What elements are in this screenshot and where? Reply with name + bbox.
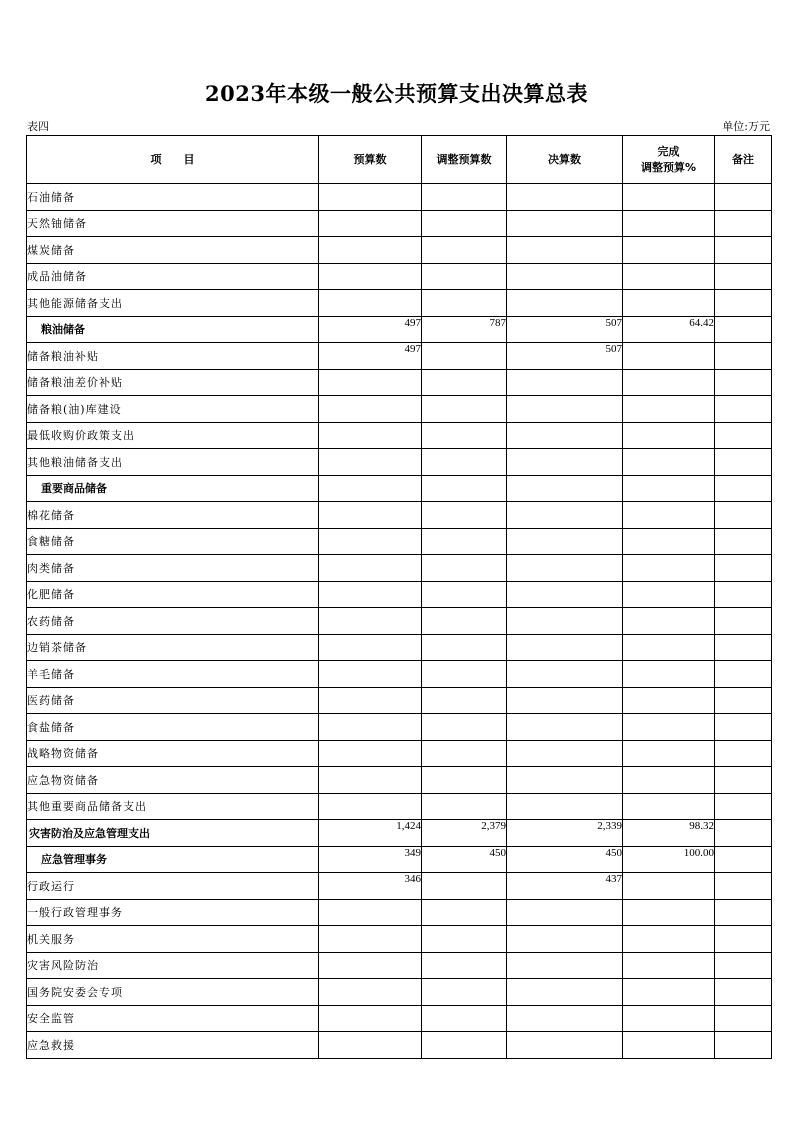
row-adjusted-cell: [422, 661, 507, 688]
row-item-cell: 天然铀储备: [27, 210, 319, 237]
row-budget-cell: [319, 369, 422, 396]
row-adjusted-cell: [422, 263, 507, 290]
row-item-cell: 储备粮油补贴: [27, 343, 319, 370]
table-row: [27, 396, 772, 423]
row-remark-cell: [715, 290, 772, 317]
row-completion-cell: [623, 184, 715, 211]
row-remark-cell: [715, 263, 772, 290]
row-completion-cell: [623, 581, 715, 608]
row-remark-cell: [715, 1032, 772, 1059]
row-budget-cell: 349: [319, 846, 422, 873]
row-adjusted-cell: [422, 767, 507, 794]
row-item-cell: 安全监管: [27, 1005, 319, 1032]
table-body: [27, 184, 772, 1059]
row-adjusted-cell: [422, 979, 507, 1006]
row-budget-cell: 497: [319, 343, 422, 370]
row-adjusted-cell: [422, 555, 507, 582]
row-item-cell: 重要商品储备: [27, 475, 319, 502]
row-adjusted-cell: [422, 369, 507, 396]
row-final-cell: [507, 369, 623, 396]
row-final-cell: 437: [507, 873, 623, 900]
row-remark-cell: [715, 687, 772, 714]
row-item-cell: 战略物资储备: [27, 740, 319, 767]
row-budget-cell: [319, 263, 422, 290]
row-remark-cell: [715, 608, 772, 635]
row-completion-cell: [623, 634, 715, 661]
row-completion-cell: [623, 952, 715, 979]
row-adjusted-cell: [422, 873, 507, 900]
header-adjusted: 调整预算数: [422, 136, 507, 184]
table-row: [27, 661, 772, 688]
row-item-cell: 行政运行: [27, 873, 319, 900]
row-item-cell: 灾害防治及应急管理支出: [27, 820, 319, 847]
row-adjusted-cell: 787: [422, 316, 507, 343]
header-completion-line2: 调整预算%: [640, 160, 697, 174]
row-completion-cell: [623, 422, 715, 449]
row-budget-cell: [319, 581, 422, 608]
table-row: [27, 952, 772, 979]
row-completion-cell: [623, 767, 715, 794]
table-row: [27, 926, 772, 953]
row-item-cell: 羊毛储备: [27, 661, 319, 688]
row-item-cell: 煤炭储备: [27, 237, 319, 264]
unit-label: 单位:万元: [722, 120, 770, 133]
row-remark-cell: [715, 210, 772, 237]
row-item-cell: 边销茶储备: [27, 634, 319, 661]
row-budget-cell: [319, 661, 422, 688]
row-adjusted-cell: [422, 899, 507, 926]
row-final-cell: [507, 608, 623, 635]
row-final-cell: [507, 502, 623, 529]
row-completion-cell: [623, 528, 715, 555]
row-final-cell: [507, 210, 623, 237]
row-completion-cell: [623, 263, 715, 290]
row-final-cell: 507: [507, 343, 623, 370]
row-final-cell: [507, 263, 623, 290]
table-row: [27, 422, 772, 449]
row-final-cell: [507, 926, 623, 953]
table-row: [27, 369, 772, 396]
row-budget-cell: [319, 687, 422, 714]
table-row: [27, 608, 772, 635]
row-remark-cell: [715, 846, 772, 873]
row-item-cell: 化肥储备: [27, 581, 319, 608]
row-budget-cell: [319, 793, 422, 820]
row-completion-cell: [623, 740, 715, 767]
row-remark-cell: [715, 926, 772, 953]
row-adjusted-cell: [422, 1032, 507, 1059]
header-row: [27, 136, 772, 184]
header-final: 决算数: [507, 136, 623, 184]
table-row: [27, 502, 772, 529]
table-row: [27, 873, 772, 900]
header-item: 项 目: [27, 136, 319, 184]
row-adjusted-cell: [422, 687, 507, 714]
row-budget-cell: [319, 210, 422, 237]
row-budget-cell: [319, 634, 422, 661]
row-budget-cell: [319, 184, 422, 211]
table-row: [27, 846, 772, 873]
row-item-cell: 应急救援: [27, 1032, 319, 1059]
row-item-cell: 其他能源储备支出: [27, 290, 319, 317]
row-item-cell: 应急物资储备: [27, 767, 319, 794]
row-budget-cell: [319, 1005, 422, 1032]
row-remark-cell: [715, 714, 772, 741]
row-remark-cell: [715, 396, 772, 423]
row-budget-cell: [319, 237, 422, 264]
table-row: [27, 263, 772, 290]
row-adjusted-cell: [422, 475, 507, 502]
row-completion-cell: [623, 237, 715, 264]
row-completion-cell: [623, 475, 715, 502]
row-remark-cell: [715, 979, 772, 1006]
row-adjusted-cell: [422, 793, 507, 820]
row-adjusted-cell: [422, 952, 507, 979]
row-final-cell: [507, 555, 623, 582]
row-final-cell: [507, 979, 623, 1006]
row-remark-cell: [715, 369, 772, 396]
table-row: [27, 634, 772, 661]
row-item-cell: 棉花储备: [27, 502, 319, 529]
table-row: [27, 316, 772, 343]
table-row: [27, 899, 772, 926]
row-final-cell: [507, 581, 623, 608]
row-final-cell: [507, 952, 623, 979]
row-remark-cell: [715, 555, 772, 582]
row-item-cell: 食盐储备: [27, 714, 319, 741]
row-completion-cell: 64.42: [623, 316, 715, 343]
header-remark: 备注: [715, 136, 772, 184]
row-adjusted-cell: [422, 449, 507, 476]
row-completion-cell: [623, 449, 715, 476]
row-budget-cell: 497: [319, 316, 422, 343]
row-budget-cell: [319, 396, 422, 423]
row-adjusted-cell: [422, 634, 507, 661]
row-budget-cell: [319, 767, 422, 794]
row-adjusted-cell: [422, 926, 507, 953]
row-budget-cell: [319, 926, 422, 953]
row-budget-cell: [319, 1032, 422, 1059]
page-title: 2023年本级一般公共预算支出决算总表: [205, 81, 588, 106]
row-budget-cell: 346: [319, 873, 422, 900]
row-final-cell: [507, 1032, 623, 1059]
table-number: 表四: [27, 120, 49, 133]
row-final-cell: [507, 422, 623, 449]
row-completion-cell: [623, 1005, 715, 1032]
row-item-cell: 其他重要商品储备支出: [27, 793, 319, 820]
row-adjusted-cell: [422, 528, 507, 555]
row-adjusted-cell: [422, 184, 507, 211]
table-row: [27, 767, 772, 794]
row-item-cell: 最低收购价政策支出: [27, 422, 319, 449]
row-final-cell: [507, 687, 623, 714]
row-budget-cell: [319, 952, 422, 979]
table-row: [27, 687, 772, 714]
row-completion-cell: [623, 687, 715, 714]
row-adjusted-cell: [422, 581, 507, 608]
row-remark-cell: [715, 237, 772, 264]
table-row: [27, 740, 772, 767]
row-item-cell: 肉类储备: [27, 555, 319, 582]
row-final-cell: [507, 475, 623, 502]
row-remark-cell: [715, 820, 772, 847]
row-adjusted-cell: 2,379: [422, 820, 507, 847]
row-final-cell: [507, 528, 623, 555]
row-remark-cell: [715, 528, 772, 555]
row-adjusted-cell: [422, 714, 507, 741]
header-completion: [623, 136, 715, 184]
row-remark-cell: [715, 767, 772, 794]
row-item-cell: 其他粮油储备支出: [27, 449, 319, 476]
row-completion-cell: [623, 979, 715, 1006]
row-adjusted-cell: [422, 608, 507, 635]
row-adjusted-cell: [422, 237, 507, 264]
row-adjusted-cell: [422, 502, 507, 529]
row-remark-cell: [715, 1005, 772, 1032]
row-item-cell: 粮油储备: [27, 316, 319, 343]
row-final-cell: [507, 449, 623, 476]
row-item-cell: 储备粮油差价补贴: [27, 369, 319, 396]
row-completion-cell: [623, 1032, 715, 1059]
row-budget-cell: [319, 475, 422, 502]
row-completion-cell: [623, 661, 715, 688]
row-budget-cell: [319, 528, 422, 555]
table-row: [27, 475, 772, 502]
row-final-cell: 507: [507, 316, 623, 343]
row-completion-cell: [623, 793, 715, 820]
table-row: [27, 184, 772, 211]
table-row: [27, 714, 772, 741]
row-final-cell: [507, 290, 623, 317]
row-final-cell: [507, 634, 623, 661]
row-remark-cell: [715, 184, 772, 211]
row-final-cell: [507, 714, 623, 741]
row-item-cell: 储备粮(油)库建设: [27, 396, 319, 423]
table-row: [27, 979, 772, 1006]
row-remark-cell: [715, 873, 772, 900]
row-completion-cell: [623, 502, 715, 529]
row-adjusted-cell: [422, 740, 507, 767]
row-item-cell: 成品油储备: [27, 263, 319, 290]
row-remark-cell: [715, 581, 772, 608]
row-final-cell: [507, 396, 623, 423]
row-budget-cell: [319, 449, 422, 476]
row-final-cell: 450: [507, 846, 623, 873]
table-row: [27, 581, 772, 608]
row-remark-cell: [715, 899, 772, 926]
row-budget-cell: [319, 290, 422, 317]
row-final-cell: [507, 661, 623, 688]
row-item-cell: 医药储备: [27, 687, 319, 714]
table-row: [27, 449, 772, 476]
row-budget-cell: [319, 502, 422, 529]
row-completion-cell: [623, 210, 715, 237]
row-adjusted-cell: 450: [422, 846, 507, 873]
row-adjusted-cell: [422, 396, 507, 423]
row-completion-cell: [623, 555, 715, 582]
table-row: [27, 343, 772, 370]
row-item-cell: 应急管理事务: [27, 846, 319, 873]
row-budget-cell: [319, 740, 422, 767]
row-budget-cell: [319, 714, 422, 741]
row-completion-cell: 98.32: [623, 820, 715, 847]
row-completion-cell: [623, 343, 715, 370]
row-remark-cell: [715, 634, 772, 661]
row-final-cell: 2,339: [507, 820, 623, 847]
row-completion-cell: [623, 396, 715, 423]
table-row: [27, 290, 772, 317]
row-completion-cell: 100.00: [623, 846, 715, 873]
table-row: [27, 210, 772, 237]
table-row: [27, 793, 772, 820]
row-completion-cell: [623, 608, 715, 635]
table-row: [27, 528, 772, 555]
row-remark-cell: [715, 793, 772, 820]
row-budget-cell: [319, 608, 422, 635]
row-final-cell: [507, 237, 623, 264]
row-item-cell: 国务院安委会专项: [27, 979, 319, 1006]
row-adjusted-cell: [422, 210, 507, 237]
row-completion-cell: [623, 926, 715, 953]
row-final-cell: [507, 793, 623, 820]
header-budget: 预算数: [319, 136, 422, 184]
row-final-cell: [507, 899, 623, 926]
row-remark-cell: [715, 661, 772, 688]
row-item-cell: 石油储备: [27, 184, 319, 211]
table-row: [27, 820, 772, 847]
row-budget-cell: [319, 555, 422, 582]
table-row: [27, 1032, 772, 1059]
row-adjusted-cell: [422, 422, 507, 449]
table-row: [27, 555, 772, 582]
row-completion-cell: [623, 873, 715, 900]
row-adjusted-cell: [422, 343, 507, 370]
row-budget-cell: [319, 422, 422, 449]
row-remark-cell: [715, 449, 772, 476]
row-final-cell: [507, 767, 623, 794]
table-row: [27, 1005, 772, 1032]
row-remark-cell: [715, 316, 772, 343]
row-remark-cell: [715, 952, 772, 979]
row-final-cell: [507, 1005, 623, 1032]
row-completion-cell: [623, 714, 715, 741]
row-remark-cell: [715, 343, 772, 370]
row-remark-cell: [715, 502, 772, 529]
row-remark-cell: [715, 422, 772, 449]
row-item-cell: 农药储备: [27, 608, 319, 635]
row-completion-cell: [623, 369, 715, 396]
row-budget-cell: 1,424: [319, 820, 422, 847]
row-budget-cell: [319, 979, 422, 1006]
row-final-cell: [507, 740, 623, 767]
header-completion-line1: 完成: [657, 144, 680, 158]
row-completion-cell: [623, 899, 715, 926]
row-item-cell: 灾害风险防治: [27, 952, 319, 979]
row-item-cell: 食糖储备: [27, 528, 319, 555]
budget-table: [26, 135, 772, 1059]
row-budget-cell: [319, 899, 422, 926]
row-completion-cell: [623, 290, 715, 317]
table-row: [27, 237, 772, 264]
row-adjusted-cell: [422, 290, 507, 317]
row-item-cell: 机关服务: [27, 926, 319, 953]
row-remark-cell: [715, 475, 772, 502]
row-item-cell: 一般行政管理事务: [27, 899, 319, 926]
row-final-cell: [507, 184, 623, 211]
row-remark-cell: [715, 740, 772, 767]
row-adjusted-cell: [422, 1005, 507, 1032]
